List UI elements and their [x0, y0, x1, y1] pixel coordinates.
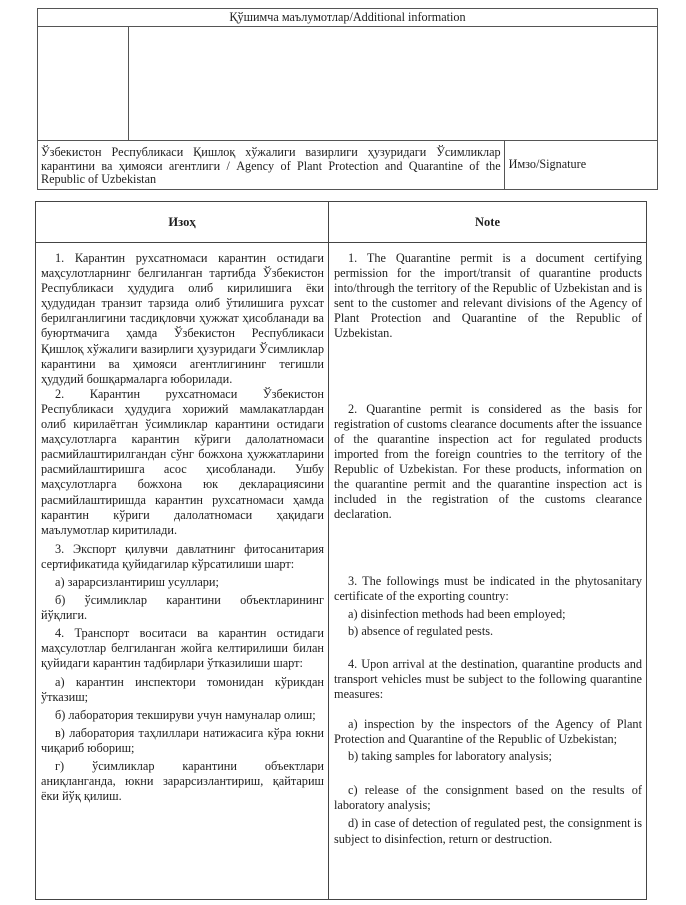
note-uz-2: 2. Карантин рухсатномаси Ўзбекистон Республикаси ҳудудига хорижий мамлакатлардан олиб кирилаётган ўсимликлар карантини остидаги маҳсулотларга карантин кўриги далолатномаси расмийлаштирилгандан сўнг божхона ҳужжатларини расмийлаштиришга асос ҳисобланади. Ушбу маҳсулотларга божхона юк декларациясини расмийлаштиришда карантин рухсатномаси ҳамда карантин кўриги далолатномаси ҳақидаги маълумотлар киритилади.: [41, 386, 324, 537]
note-uz-3a: а) зарарсизлантириш усуллари;: [55, 574, 219, 589]
notes-header-uz: Изоҳ: [36, 202, 329, 243]
note-uz-4: 4. Транспорт воситаси ва карантин остидаги маҳсулотлар белгиланган жойга келтирилиши билан қуйидаги карантин тадбирлари ўтказилиши шарт:: [41, 626, 324, 671]
note-en-4: 4. Upon arrival at the destination, quarantine products and transport vehicles must be subject to the following quarantine measures:: [334, 656, 642, 701]
notes-column-uz: [36, 243, 329, 900]
agency-name: Ўзбекистон Республикаси Қишлоқ хўжалиги вазирлиги ҳузуридаги Ўсимликлар карантини ва ҳимояси агентлиги / Agency of Plant Protection and Quarantine of the Republic of Uzbekistan: [38, 141, 505, 190]
note-en-2: 2. Quarantine permit is considered as the basis for registration of customs clearance documents after the issuance of the quarantine inspection act for regulated products imported from the foreign countries to the territory of the Republic of Uzbekistan. For these products, information on the quarantine permit and the quarantine inspection act is included in the registration of the customs clearance declaration.: [334, 401, 642, 522]
note-en-3b: b) absence of regulated pests.: [348, 623, 494, 638]
additional-info-table: [37, 8, 658, 190]
note-en-3: 3. The followings must be indicated in the phytosanitary certificate of the exporting country:: [334, 574, 642, 604]
note-uz-4a: а) карантин инспектори томонидан кўрикдан ўтказиш;: [41, 674, 324, 704]
note-uz-4d: г) ўсимликлар карантини объектлари аниқланганда, юкни зарарсизлантириш, қайтариш ёки йўқ қилиш.: [41, 759, 324, 804]
note-uz-4b: б) лаборатория текшируви учун намуналар олиш;: [55, 707, 316, 722]
note-uz-4c: в) лаборатория таҳлиллари натижасига кўра юкни чиқариб юбориш;: [41, 725, 324, 755]
notes-column-en: [329, 243, 647, 900]
note-en-3a: a) disinfection methods had been employed;: [348, 606, 566, 621]
note-en-4c: c) release of the consignment based on the results of laboratory analysis;: [334, 783, 642, 813]
note-uz-3: 3. Экспорт қилувчи давлатнинг фитосанитария сертификатида қуйидагилар кўрсатилиши шарт:: [41, 541, 324, 571]
notes-header-en: Note: [329, 202, 647, 243]
note-en-4d: d) in case of detection of regulated pest, the consignment is subject to disinfection, return or destruction.: [334, 816, 642, 846]
note-en-4a: a) inspection by the inspectors of the Agency of Plant Protection and Quarantine of the Republic of Uzbekistan;: [334, 716, 642, 747]
note-uz-1: 1. Карантин рухсатномаси карантин остидаги маҳсулотларнинг белгиланган тартибда Ўзбекистон Республикаси ҳудудига олиб кирилишига ёки ҳудудидан транзит тарзида олиб ўтилишига рухсат берилганлигини тасдиқловчи ҳужжат ҳисобланади ва буюртмачига ҳамда Ўзбекистон Республикаси Қишлоқ хўжалиги вазирлиги ҳузуридаги Ўсимликлар карантини ва ҳимояси агентлигининг тегишли ҳудудий бошқармаларга юборилади.: [41, 251, 324, 386]
additional-info-header: Қўшимча маълумотлар/Additional information: [38, 9, 658, 27]
notes-table: [35, 201, 647, 900]
additional-info-blank-left: [38, 27, 129, 141]
note-en-1: 1. The Quarantine permit is a document certifying permission for the import/transit of quarantine products into/through the territory of the Republic of Uzbekistan and is sent to the customer and relevant divisions of the Agency of Plant Protection and Quarantine of the Republic of Uzbekistan.: [334, 251, 642, 341]
note-uz-3b: б) ўсимликлар карантини объектларининг йўқлиги.: [41, 593, 324, 623]
additional-info-field[interactable]: [129, 27, 658, 141]
note-en-4b: b) taking samples for laboratory analysis;: [348, 749, 552, 764]
signature-field[interactable]: Имзо/Signature: [504, 141, 657, 190]
